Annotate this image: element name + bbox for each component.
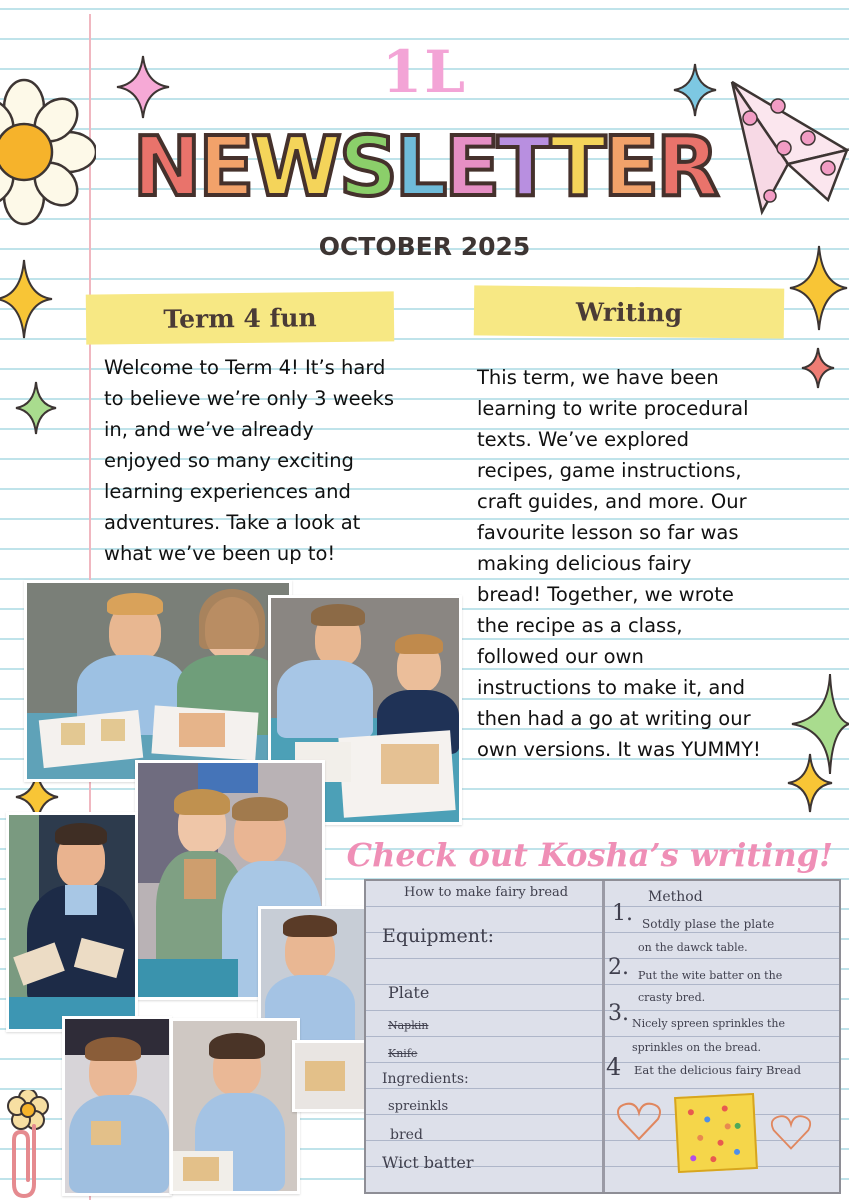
left-page-line: Equipment: [382,925,495,947]
step-number: 2. [608,955,629,980]
title-letter: T [550,120,604,215]
right-page-title: Method [648,889,703,905]
heart-drawing-right [770,1113,812,1155]
left-page-line: bred [390,1127,423,1143]
title-letter: N [132,120,199,215]
writing-paragraph [477,362,807,765]
term4-heading-label: Term 4 fun [163,302,317,334]
writing-line: learning to write procedural [477,397,749,420]
writing-line: followed our own [477,645,644,668]
left-page-line: spreinkls [388,1099,449,1114]
book-spine [602,881,605,1192]
newsletter-date: OCTOBER 2025 [318,232,531,261]
title-letter: R [656,120,717,215]
term4-line: Welcome to Term 4! It’s hard [104,356,386,379]
writing-line: then had a go at writing our [477,707,751,730]
photo-kid-with-bread-plate [170,1018,300,1194]
title-letter: E [198,120,252,215]
kosha-writing-book [364,879,841,1194]
writing-heading-label: Writing [575,296,683,328]
photo-kid-eating-bread [62,1016,172,1196]
left-page-line: Napkin [388,1019,429,1032]
step-number: 3. [608,1001,629,1026]
sparkle-green-icon [14,380,58,436]
step-text-cont: crasty bred. [638,991,706,1004]
term4-line: to believe we’re only 3 weeks [104,387,395,410]
step-text-cont: on the dawck table. [638,941,748,954]
writing-heading [474,285,785,338]
fairy-bread-drawing [674,1093,758,1173]
step-number: 4 [606,1053,622,1081]
photo-bread-plate [292,1040,368,1112]
title-letter: T [497,120,551,215]
newsletter-title [0,120,849,215]
sparkle-yellow-icon [0,258,54,340]
photo-kids-fairy-bread-1 [24,580,292,782]
writing-line: bread! Together, we wrote [477,583,734,606]
writing-line: instructions to make it, and [477,676,746,699]
term4-line: enjoyed so many exciting [104,449,354,472]
step-text: Put the wite batter on the [638,969,783,982]
term4-line: in, and we’ve already [104,418,314,441]
writing-line: favourite lesson so far was [477,521,739,544]
step-text: Eat the delicious fairy Bread [634,1063,801,1077]
photo-kid-triangle-bread [6,812,138,1032]
title-letter: E [444,120,498,215]
writing-line: own versions. It was YUMMY! [477,738,761,761]
writing-line: recipes, game instructions, [477,459,742,482]
title-letter: E [603,120,657,215]
term4-line: learning experiences and [104,480,351,503]
class-name: 1L [381,38,468,106]
writing-line: texts. We’ve explored [477,428,689,451]
title-letter: L [394,120,445,215]
flower-paperclip-icon [4,1090,64,1204]
step-text: Nicely spreen sprinkles the [632,1017,785,1030]
term4-line: what we’ve been up to! [104,542,336,565]
step-text: Sotdly plase the plate [642,917,775,931]
step-number: 1. [612,901,633,926]
left-page-title: How to make fairy bread [404,885,569,900]
heart-drawing-left [616,1101,662,1145]
title-letter: W [251,120,339,215]
writing-line: This term, we have been [477,366,719,389]
title-letter: S [338,120,395,215]
term4-paragraph [104,352,444,569]
left-page-line: Wict batter [382,1153,474,1172]
writing-line: craft guides, and more. Our [477,490,747,513]
writing-line: making delicious fairy [477,552,692,575]
showcase-title: Check out Kosha’s writing! [346,836,833,874]
writing-line: the recipe as a class, [477,614,683,637]
term4-line: adventures. Take a look at [104,511,361,534]
term4-heading [86,291,395,344]
left-page-line: Knife [388,1047,418,1060]
step-text-cont: sprinkles on the bread. [632,1041,762,1054]
left-page-line: Plate [388,983,430,1002]
left-page-line: Ingredients: [382,1071,469,1087]
